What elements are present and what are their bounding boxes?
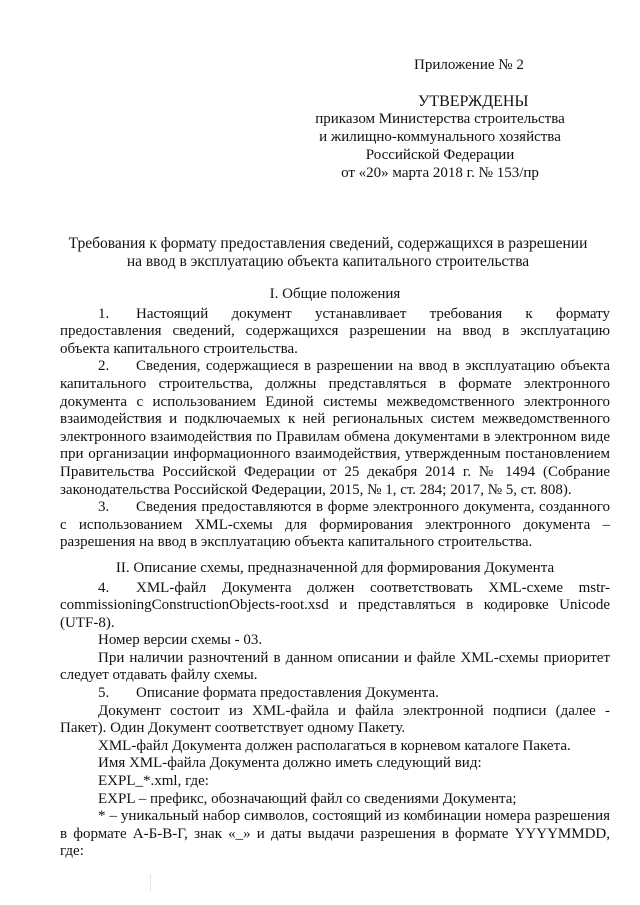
paragraph-3 [60,499,610,552]
paragraph-3-text: Сведения предоставляются в форме электронного документа, созданного с использованием XML-схемы для формирования электронного документа – разрешения на ввод в эксплуатацию объекта капитального строительства. [60,499,610,551]
package-description: Документ состоит из XML-файла и файла электронной подписи (далее - Пакет). Один Документ соответствует одному Пакету. [60,702,610,737]
appendix-number: Приложение № 2 [414,57,524,73]
wildcard-definition: * – уникальный набор символов, состоящий из комбинации номера разрешения в формате А-Б-В-Г, знак «_» и даты выдачи разрешения в формате YYYYMMDD, где: [60,808,610,860]
order-line-4: от «20» марта 2018 г. № 153/пр [341,165,539,181]
paragraph-4 [60,580,610,633]
priority-note: При наличии разночтений в данном описании и файле XML-схемы приоритет следует отдавать файлу схемы. [60,649,610,684]
paragraph-1 [60,306,610,359]
section-1-heading: I. Общие положения [269,286,401,302]
approved-label: УТВЕРЖДЕНЫ [418,93,529,110]
paragraph-5-number: 5. [98,685,110,702]
order-line-1: приказом Министерства строительства [315,111,565,127]
paragraph-5 [60,685,610,703]
paragraph-5-text: Описание формата предоставления Документа. [136,685,439,702]
document-title-line-2: на ввод в эксплуатацию объекта капитального строительства [126,253,530,270]
paragraph-4-text: XML-файл Документа должен соответствовать XML-схеме mstr-commissioningConstructionObjects-root.xsd и представляться в кодировке Unicode (UTF-8). [60,579,610,631]
document-body [60,286,610,861]
paragraph-1-text: Настоящий документ устанавливает требования к формату предоставления сведений, содержащихся разрешении на ввод в эксплуатацию объекта капитального строительства. [60,305,610,357]
paragraph-4-number: 4. [98,579,110,596]
document-title-line-1: Требования к формату предоставления сведений, содержащихся в разрешении [68,235,588,252]
document-title [48,235,608,271]
file-name-rule: Имя XML-файла Документа должно иметь следующий вид: [98,755,482,772]
scan-mark [150,875,153,891]
expl-prefix-definition: EXPL – префикс, обозначающий файл со сведениями Документа; [98,790,517,807]
file-name-pattern: EXPL_*.xml, где: [98,773,209,790]
paragraph-2-number: 2. [98,358,110,375]
section-2-heading: II. Описание схемы, предназначенной для формирования Документа [115,559,555,576]
order-line-2: и жилищно-коммунального хозяйства [319,129,561,145]
order-line-3: Российской Федерации [365,147,515,163]
paragraph-1-number: 1. [98,305,110,322]
paragraph-2-text: Сведения, содержащиеся в разрешении на ввод в эксплуатацию объекта капитального строительства, должны представляться в формате электронного документа с использованием Единой системы межведомственного электронного взаимодействия и подключаемых к ней региональных систем межведомственного электронного взаимодействия по Правилам обмена документами в электронном виде при организации информационного взаимодействия, утвержденным постановлением Правительства Российской Федерации от 25 декабря 2014 г. № 1494 (Собрание законодательства Российской Федерации, 2015, № 1, ст. 284; 2017, № 5, ст. 808). [60,358,610,498]
schema-version: Номер версии схемы - 03. [98,632,263,649]
paragraph-3-number: 3. [98,499,110,516]
root-directory-rule: XML-файл Документа должен располагаться в корневом каталоге Пакета. [98,737,571,754]
paragraph-2 [60,358,610,499]
section-gap [60,552,610,560]
